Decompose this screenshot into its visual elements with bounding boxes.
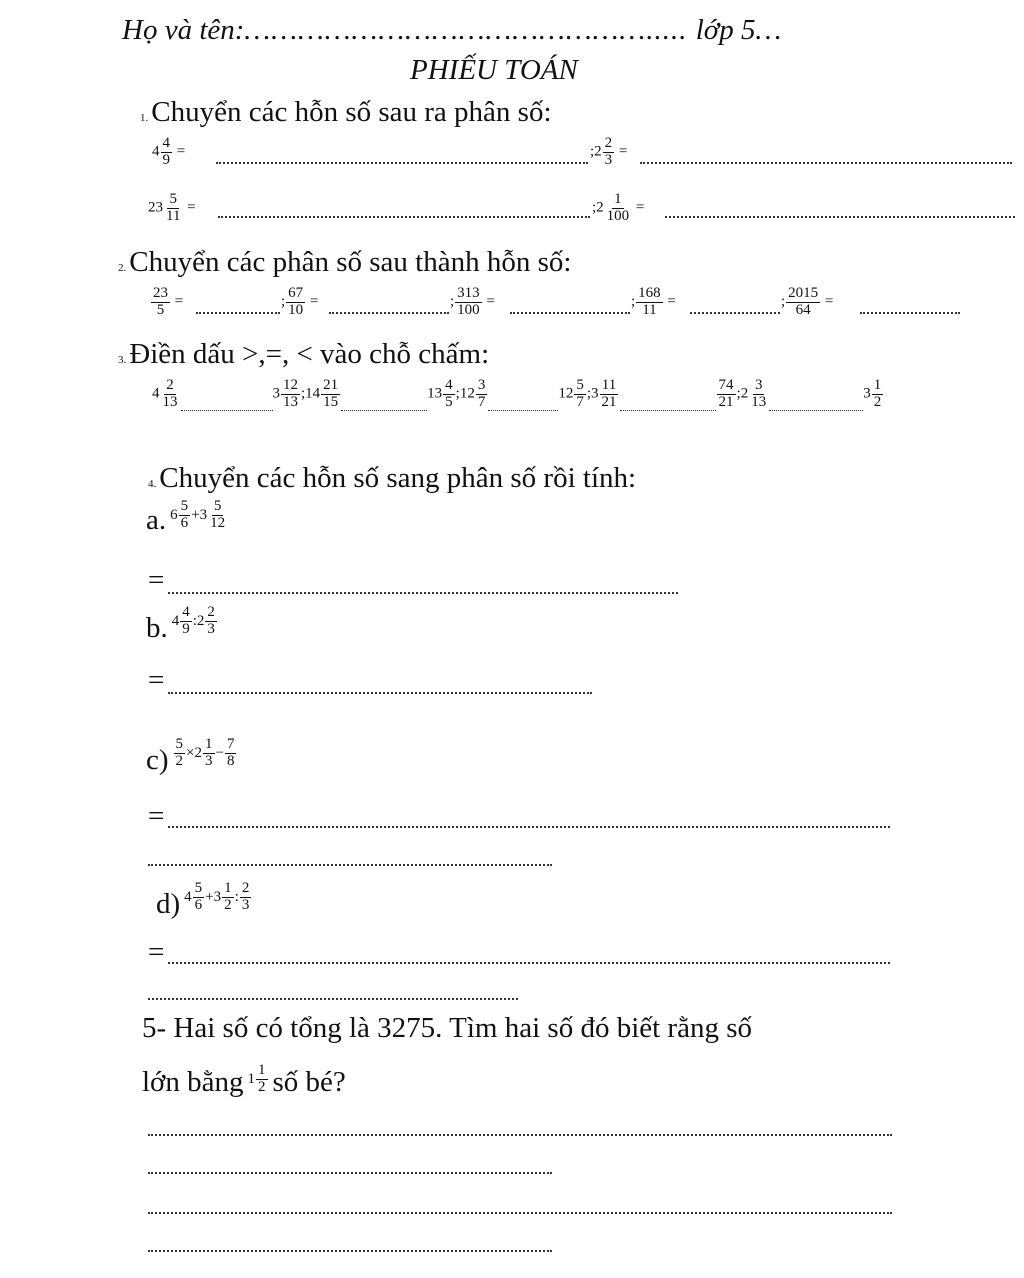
ex1-item-2: ;2 $\frac{2}{3}$ =	[590, 135, 628, 168]
name-label: Họ và tên:	[122, 14, 245, 46]
ex1-item-1: 4 $\frac{4}{9}$ =	[152, 135, 186, 168]
answer-line[interactable]	[148, 1134, 892, 1136]
compare-blank[interactable]	[488, 400, 558, 411]
equals-sign: =	[148, 664, 165, 696]
answer-line[interactable]	[196, 312, 280, 314]
compare-blank[interactable]	[341, 400, 427, 411]
answer-line[interactable]	[148, 1250, 552, 1252]
ex4-c: c) $\frac{5}{2}$ ×2 $\frac{1}{3}$ − $\frac{7}{8}$	[146, 736, 235, 776]
ex1-item-3: 23 $\frac{5}{11}$ =	[148, 191, 196, 224]
ex4-d: d) 4 $\frac{5}{6}$ +3 $\frac{1}{2}$ : $\frac{2}{3}$	[156, 880, 250, 920]
ex5-line1: 5- Hai số có tổng là 3275. Tìm hai số đó biết rằng số	[142, 1012, 752, 1044]
compare-blank[interactable]	[769, 400, 863, 411]
answer-line[interactable]	[148, 864, 552, 866]
ex2-item-5: ; $\frac{2015}{64}$ =	[781, 285, 834, 318]
answer-line[interactable]	[148, 998, 518, 1000]
ex3-heading: 3. Điền dấu >,=, < vào chỗ chấm:	[118, 338, 490, 370]
answer-line[interactable]	[168, 962, 890, 964]
answer-line[interactable]	[218, 216, 590, 218]
answer-line[interactable]	[148, 1212, 892, 1214]
ex1-item-4: ;2 $\frac{1}{100}$ =	[592, 191, 645, 224]
ex4-a: a. 6 $\frac{5}{6}$ +3 $\frac{5}{12}$	[146, 498, 226, 536]
page-title: PHIẾU TOÁN	[410, 54, 578, 86]
class-label: lớp 5	[695, 14, 756, 46]
ex2-item-3: ; $\frac{313}{100}$ =	[450, 285, 495, 318]
answer-line[interactable]	[168, 826, 890, 828]
equals-sign: =	[148, 564, 165, 596]
answer-line[interactable]	[168, 692, 592, 694]
ex4-b: b. 4 $\frac{4}{9}$ :2 $\frac{2}{3}$	[146, 604, 215, 644]
answer-line[interactable]	[690, 312, 780, 314]
answer-line[interactable]	[168, 592, 678, 594]
ex3-row: 4 $\frac{2}{13}$ 3 $\frac{12}{13}$ ;14 $\frac{21}{15}$ 13 $\frac{4}{5}$ ;12 $\frac{3}{7}$ 12 $\frac{5}{7}$ ;3 $\frac{11}{21}$ $\frac{74}{21}$ ;2 $\frac{3}{13}$ 3 $\frac{1}{2}$	[152, 377, 882, 410]
ex2-item-4: ; $\frac{168}{11}$ =	[631, 285, 676, 318]
answer-line[interactable]	[665, 216, 1015, 218]
answer-line[interactable]	[329, 312, 449, 314]
answer-line[interactable]	[216, 162, 588, 164]
answer-line[interactable]	[640, 162, 1012, 164]
answer-line[interactable]	[148, 1172, 552, 1174]
compare-blank[interactable]	[181, 400, 273, 411]
ex5-line2: lớn bằng 1 $\frac{1}{2}$ số bé?	[142, 1062, 346, 1098]
ex2-item-1: $\frac{23}{5}$ =	[153, 285, 184, 318]
ex2-heading: 2. Chuyển các phân số sau thành hỗn số:	[118, 246, 572, 278]
answer-line[interactable]	[860, 312, 960, 314]
compare-blank[interactable]	[620, 400, 716, 411]
ex4-heading: 4. Chuyển các hỗn số sang phân số rồi tính:	[148, 462, 637, 494]
ex1-heading: 1. Chuyển các hỗn số sau ra phân số:	[140, 96, 552, 128]
equals-sign: =	[148, 800, 165, 832]
name-line: Họ và tên:………………………………………..... lớp 5…	[122, 14, 782, 46]
ex2-item-2: ; $\frac{67}{10}$ =	[281, 285, 319, 318]
answer-line[interactable]	[510, 312, 630, 314]
equals-sign: =	[148, 936, 165, 968]
